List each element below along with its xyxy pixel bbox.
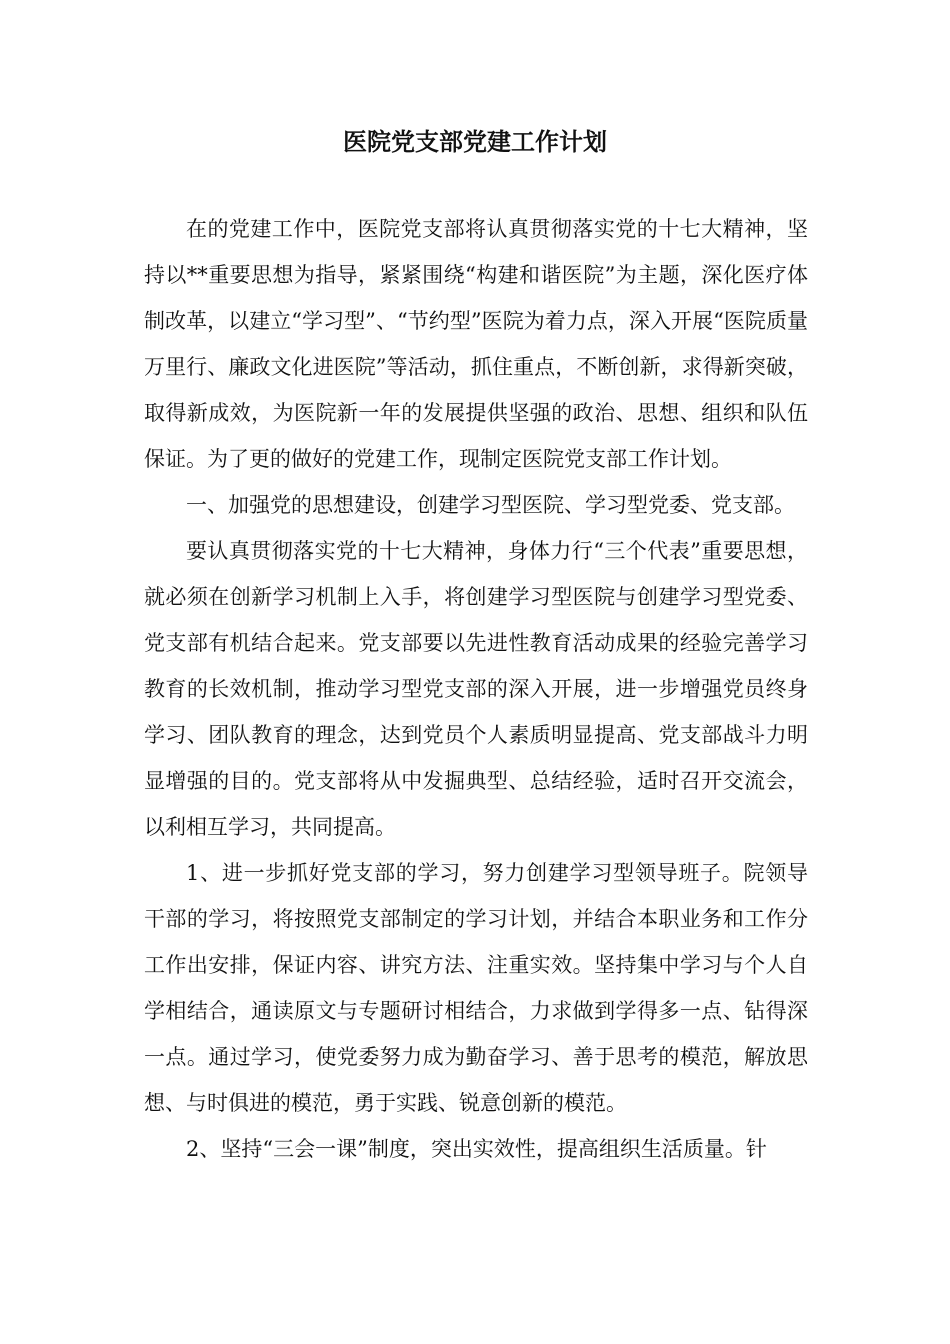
section-heading-1: 一、加强党的思想建设，创建学习型医院、学习型党委、党支部。: [186, 493, 795, 517]
paragraph-section-1: 要认真贯彻落实党的十七大精神，身体力行“三个代表”重要思想，就必须在创新学习机制上入手，将创建学习型医院与创建学习型党委、党支部有机结合起来。党支部要以先进性教育活动成果的经验完善学习教育的长效机制，推动学习型党支部的深入开展，进一步增强党员终身学习、团队教育的理念，达到党员个人素质明显提高、党支部战斗力明显增强的目的。党支部将从中发掘典型、总结经验，适时召开交流会，以利相互学习，共同提高。: [144, 539, 808, 839]
document-body: [144, 206, 808, 1172]
paragraph-item-2: 2、坚持“三会一课”制度，突出实效性，提高组织生活质量。针: [186, 1137, 767, 1161]
document-title: 医院党支部党建工作计划: [343, 127, 607, 156]
paragraph-intro: 在的党建工作中，医院党支部将认真贯彻落实党的十七大精神，坚持以**重要思想为指导，紧紧围绕“构建和谐医院”为主题，深化医疗体制改革，以建立“学习型”、“节约型”医院为着力点，深入开展“医院质量万里行、廉政文化进医院”等活动，抓住重点，不断创新，求得新突破，取得新成效，为医院新一年的发展提供坚强的政治、思想、组织和队伍保证。为了更的做好的党建工作，现制定医院党支部工作计划。: [144, 217, 808, 471]
paragraph-item-1: 1、进一步抓好党支部的学习，努力创建学习型领导班子。院领导干部的学习，将按照党支部制定的学习计划，并结合本职业务和工作分工作出安排，保证内容、讲究方法、注重实效。坚持集中学习与个人自学相结合，通读原文与专题研讨相结合，力求做到学得多一点、钻得深一点。通过学习，使党委努力成为勤奋学习、善于思考的模范，解放思想、与时俱进的模范，勇于实践、锐意创新的模范。: [144, 861, 808, 1115]
